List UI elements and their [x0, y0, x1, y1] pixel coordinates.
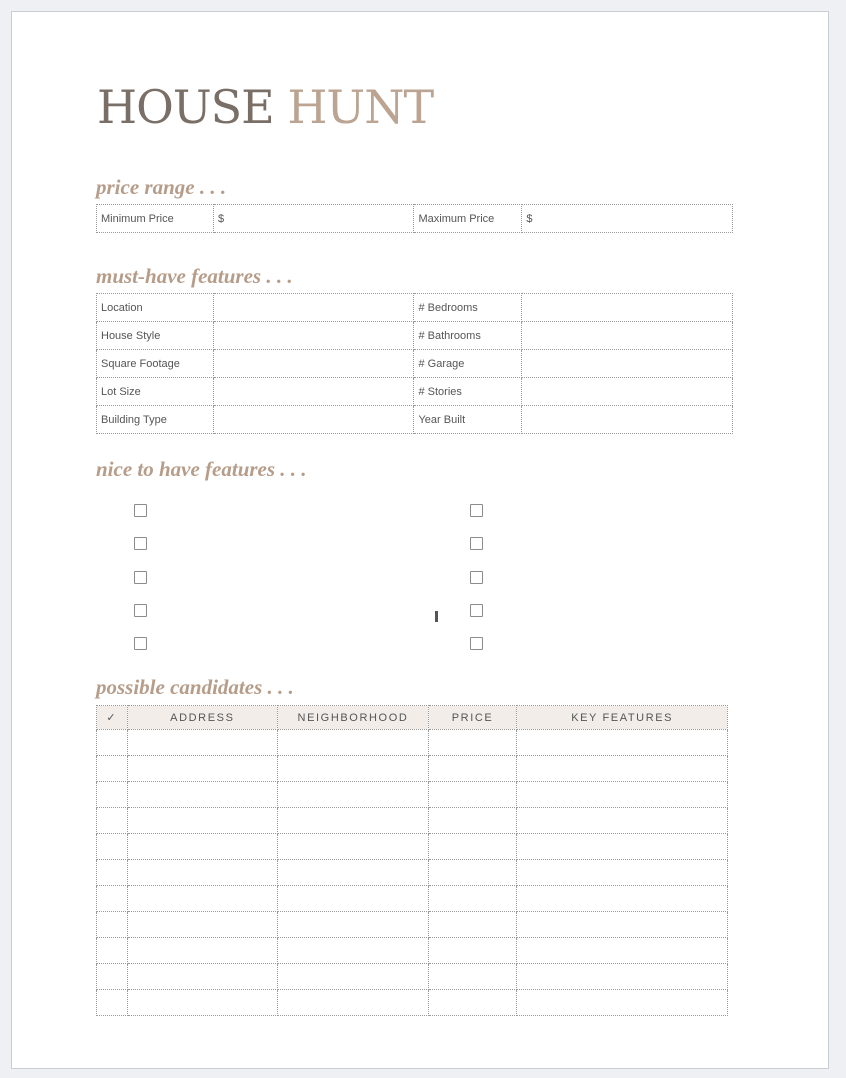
table-row	[97, 782, 728, 808]
table-cell[interactable]	[517, 938, 728, 964]
title-word-house: HOUSE	[97, 80, 274, 134]
table-cell[interactable]	[278, 730, 429, 756]
table-cell[interactable]	[97, 808, 128, 834]
must-have-row	[97, 350, 733, 378]
column-header: KEY FEATURES	[517, 706, 728, 730]
table-cell[interactable]	[127, 886, 278, 912]
min-price-field[interactable]: $	[214, 205, 414, 233]
table-row	[97, 964, 728, 990]
must-have-label: # Bedrooms	[414, 294, 522, 322]
must-have-field[interactable]	[214, 378, 414, 406]
must-have-label: # Stories	[414, 378, 522, 406]
table-cell[interactable]	[127, 782, 278, 808]
nice-to-have-checkbox[interactable]	[134, 504, 147, 517]
table-cell[interactable]	[517, 990, 728, 1016]
table-cell[interactable]	[278, 912, 429, 938]
title-word-hunt: HUNT	[287, 80, 434, 134]
must-have-table	[96, 293, 733, 434]
table-cell[interactable]	[278, 782, 429, 808]
table-row	[97, 756, 728, 782]
table-cell[interactable]	[517, 782, 728, 808]
price-range-table	[96, 204, 733, 233]
section-heading-candidates: possible candidates . . .	[96, 675, 294, 699]
table-cell[interactable]	[97, 886, 128, 912]
must-have-field[interactable]	[522, 322, 733, 350]
must-have-label: # Garage	[414, 350, 522, 378]
table-row	[97, 886, 728, 912]
must-have-field[interactable]	[214, 406, 414, 434]
table-row	[97, 730, 728, 756]
table-cell[interactable]	[428, 938, 517, 964]
table-cell[interactable]	[428, 990, 517, 1016]
must-have-label: Year Built	[414, 406, 522, 434]
table-cell[interactable]	[517, 808, 728, 834]
table-cell[interactable]	[428, 756, 517, 782]
table-cell[interactable]	[97, 964, 128, 990]
nice-to-have-checkbox[interactable]	[470, 604, 483, 617]
table-cell[interactable]	[428, 730, 517, 756]
table-row	[97, 860, 728, 886]
must-have-field[interactable]	[214, 294, 414, 322]
table-cell[interactable]	[428, 834, 517, 860]
column-header: NEIGHBORHOOD	[278, 706, 429, 730]
table-cell[interactable]	[428, 782, 517, 808]
nice-to-have-checkbox[interactable]	[134, 637, 147, 650]
table-cell[interactable]	[97, 990, 128, 1016]
must-have-field[interactable]	[522, 350, 733, 378]
table-cell[interactable]	[517, 860, 728, 886]
max-price-field[interactable]: $	[522, 205, 733, 233]
table-row	[97, 808, 728, 834]
table-cell[interactable]	[517, 756, 728, 782]
table-cell[interactable]	[428, 886, 517, 912]
min-price-label: Minimum Price	[97, 205, 214, 233]
table-cell[interactable]	[278, 886, 429, 912]
table-row	[97, 990, 728, 1016]
table-cell[interactable]	[517, 964, 728, 990]
nice-to-have-checkbox[interactable]	[134, 571, 147, 584]
section-heading-must-have: must-have features . . .	[96, 264, 293, 288]
max-price-label: Maximum Price	[414, 205, 522, 233]
table-cell[interactable]	[428, 808, 517, 834]
table-cell[interactable]	[278, 990, 429, 1016]
text-cursor	[435, 611, 438, 622]
table-cell[interactable]	[97, 834, 128, 860]
must-have-row	[97, 294, 733, 322]
must-have-label: # Bathrooms	[414, 322, 522, 350]
table-cell[interactable]	[97, 938, 128, 964]
table-cell[interactable]	[428, 912, 517, 938]
table-cell[interactable]	[517, 834, 728, 860]
table-cell[interactable]	[127, 990, 278, 1016]
table-cell[interactable]	[97, 860, 128, 886]
section-heading-nice-to-have: nice to have features . . .	[96, 457, 307, 481]
must-have-row	[97, 378, 733, 406]
must-have-field[interactable]	[214, 322, 414, 350]
table-cell[interactable]	[278, 756, 429, 782]
table-cell[interactable]	[127, 860, 278, 886]
must-have-label: Lot Size	[97, 378, 214, 406]
column-header: PRICE	[428, 706, 517, 730]
must-have-row	[97, 406, 733, 434]
candidates-table	[96, 705, 728, 1016]
must-have-label: House Style	[97, 322, 214, 350]
must-have-field[interactable]	[522, 378, 733, 406]
table-cell[interactable]	[97, 756, 128, 782]
table-cell[interactable]	[127, 912, 278, 938]
nice-to-have-checkbox[interactable]	[134, 604, 147, 617]
must-have-field[interactable]	[522, 406, 733, 434]
column-header: ADDRESS	[127, 706, 278, 730]
must-have-row	[97, 322, 733, 350]
table-cell[interactable]	[97, 782, 128, 808]
table-cell[interactable]	[278, 938, 429, 964]
nice-to-have-checkbox[interactable]	[470, 571, 483, 584]
nice-to-have-checkbox[interactable]	[470, 537, 483, 550]
table-cell[interactable]	[278, 964, 429, 990]
table-cell[interactable]	[517, 886, 728, 912]
check-column-header: ✓	[97, 706, 128, 730]
must-have-field[interactable]	[214, 350, 414, 378]
nice-to-have-checkbox[interactable]	[134, 537, 147, 550]
table-row	[97, 912, 728, 938]
table-cell[interactable]	[428, 860, 517, 886]
table-cell[interactable]	[127, 808, 278, 834]
table-cell[interactable]	[127, 834, 278, 860]
must-have-label: Building Type	[97, 406, 214, 434]
table-row	[97, 938, 728, 964]
table-row	[97, 834, 728, 860]
table-cell[interactable]	[127, 730, 278, 756]
nice-to-have-checkbox[interactable]	[470, 637, 483, 650]
section-heading-price-range: price range . . .	[96, 175, 227, 199]
page-title	[97, 80, 433, 134]
table-cell[interactable]	[127, 756, 278, 782]
table-cell[interactable]	[278, 860, 429, 886]
nice-to-have-checkbox[interactable]	[470, 504, 483, 517]
table-cell[interactable]	[278, 808, 429, 834]
table-cell[interactable]	[428, 964, 517, 990]
must-have-label: Square Footage	[97, 350, 214, 378]
table-cell[interactable]	[517, 730, 728, 756]
table-cell[interactable]	[517, 912, 728, 938]
table-cell[interactable]	[127, 964, 278, 990]
must-have-label: Location	[97, 294, 214, 322]
table-cell[interactable]	[97, 730, 128, 756]
table-cell[interactable]	[97, 912, 128, 938]
table-cell[interactable]	[127, 938, 278, 964]
must-have-field[interactable]	[522, 294, 733, 322]
table-cell[interactable]	[278, 834, 429, 860]
